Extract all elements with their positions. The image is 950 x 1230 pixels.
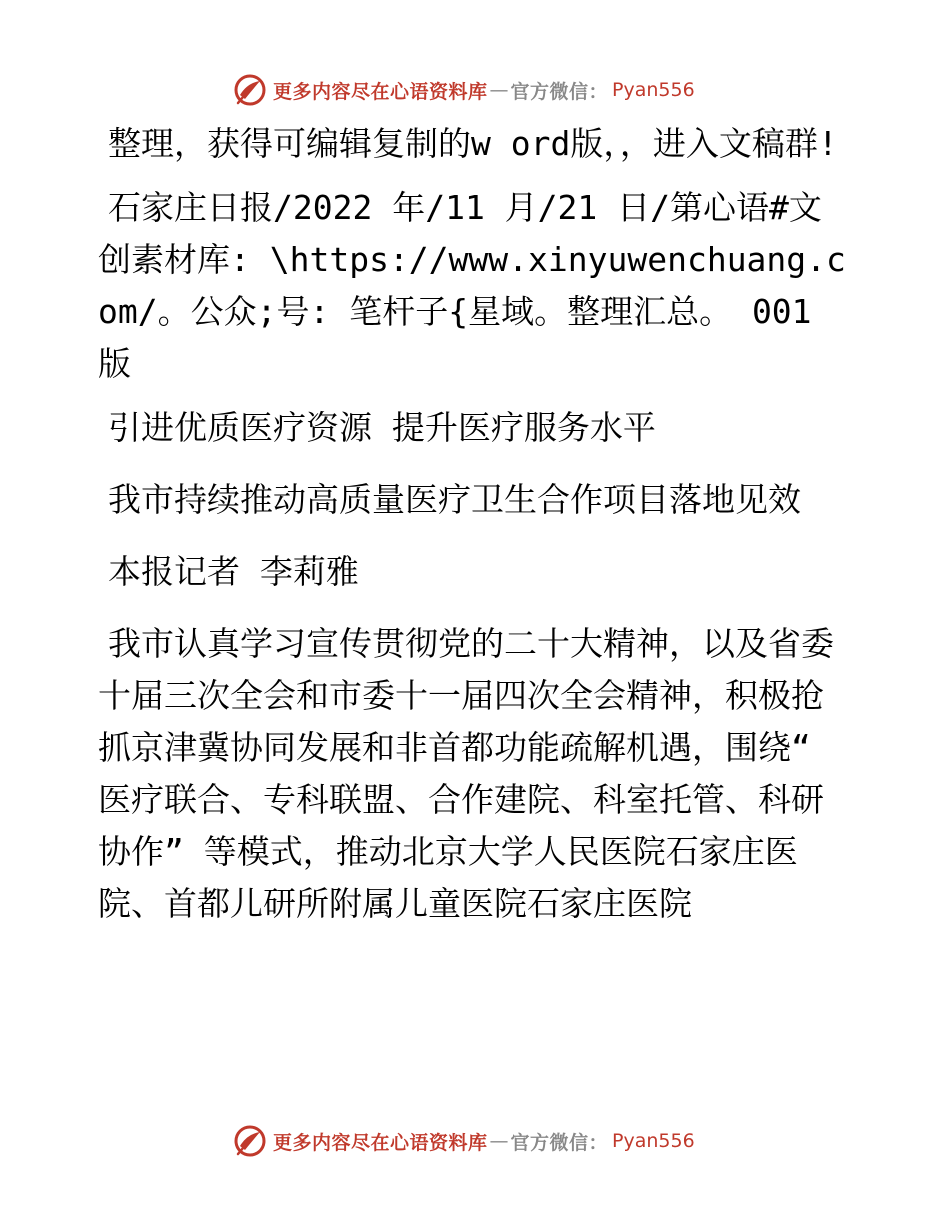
intro-paragraph: 整理，获得可编辑复制的w ord版，，进入文稿群! <box>108 124 838 163</box>
headline-primary: 引进优质医疗资源 提升医疗服务水平 <box>108 408 656 447</box>
watermark-account-label: 官方微信： <box>510 80 609 103</box>
watermark-text: 更多内容尽在心语资料库 <box>273 80 488 103</box>
document-body <box>98 118 850 942</box>
watermark-account-id: Pyan556 <box>612 79 695 101</box>
byline: 本报记者 李莉雅 <box>108 552 359 591</box>
brand-logo-icon <box>233 73 267 107</box>
watermark-separator: — <box>489 79 509 101</box>
source-paragraph: 石家庄日报/2022 年/11 月/21 日/第心语#文创素材库: \https://www.xinyuwenchuang.com/。公众;号: 笔杆子{星域。整理汇总。 001 版 <box>98 188 846 383</box>
brand-logo-icon <box>233 1124 267 1158</box>
footer-watermark <box>233 1124 695 1158</box>
body-paragraph: 我市认真学习宣传贯彻党的二十大精神，以及省委十届三次全会和市委十一届四次全会精神，积极抢抓京津冀协同发展和非首都功能疏解机遇，围绕“ 医疗联合、专科联盟、合作建院、科室托管、科研协作” 等模式，推动北京大学人民医院石家庄医院、首都儿研所附属儿童医院石家庄医院 <box>98 624 834 923</box>
watermark-separator: — <box>489 1130 509 1152</box>
watermark-account-label: 官方微信： <box>510 1131 609 1154</box>
header-watermark <box>233 73 695 107</box>
watermark-account-id: Pyan556 <box>612 1130 695 1152</box>
watermark-text: 更多内容尽在心语资料库 <box>273 1131 488 1154</box>
headline-secondary: 我市持续推动高质量医疗卫生合作项目落地见效 <box>108 480 801 519</box>
